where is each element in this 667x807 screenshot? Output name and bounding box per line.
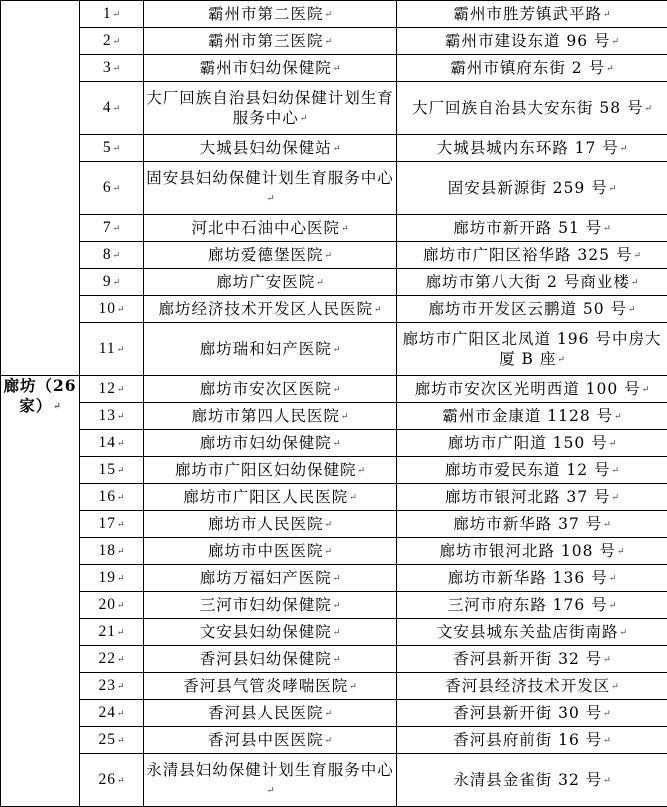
hospital-address: 霸州市胜芳镇武平路 [453, 5, 602, 23]
row-number: 12 [98, 380, 116, 397]
table-row [1, 376, 667, 403]
hospital-name: 大厂回族自治县妇幼保健计划生育服务中心 [146, 89, 394, 127]
row-number-cell [80, 754, 144, 807]
paragraph-mark: ↵ [557, 355, 565, 365]
paragraph-mark: ↵ [113, 143, 121, 153]
paragraph-mark: ↵ [612, 37, 620, 47]
paragraph-mark: ↵ [113, 223, 121, 233]
hospital-address-cell [397, 592, 667, 619]
hospital-name: 香河县气管炎哮喘医院 [183, 677, 348, 695]
paragraph-mark: ↵ [609, 574, 617, 584]
hospital-name: 廊坊市安次区医院 [200, 380, 332, 398]
row-number-cell [80, 215, 144, 242]
table-row [1, 754, 667, 807]
hospital-name-cell [144, 565, 397, 592]
paragraph-mark: ↵ [53, 402, 61, 412]
hospital-address: 廊坊市银河北路 108 号 [440, 542, 616, 560]
table-row [1, 242, 667, 269]
paragraph-mark: ↵ [374, 305, 382, 315]
hospital-name: 廊坊市人民医院 [208, 515, 324, 533]
paragraph-mark: ↵ [117, 384, 125, 394]
paragraph-mark: ↵ [117, 438, 125, 448]
hospital-name: 廊坊万福妇产医院 [200, 569, 332, 587]
paragraph-mark: ↵ [117, 654, 125, 664]
row-number-cell [80, 82, 144, 135]
paragraph-mark: ↵ [642, 385, 650, 395]
row-number: 6 [103, 179, 112, 196]
paragraph-mark: ↵ [267, 786, 275, 796]
hospital-address-cell [397, 215, 667, 242]
hospital-name-cell [144, 700, 397, 727]
row-number-cell [80, 727, 144, 754]
hospital-address: 廊坊市新开路 51 号 [453, 219, 602, 237]
table-row [1, 55, 667, 82]
row-number: 16 [98, 488, 116, 505]
row-number-cell [80, 242, 144, 269]
hospital-name: 廊坊市广阳区人民医院 [183, 488, 348, 506]
row-number: 8 [103, 246, 112, 263]
hospital-address: 廊坊市安次区光明西道 100 号 [415, 380, 641, 398]
paragraph-mark: ↵ [117, 304, 125, 314]
hospital-name: 廊坊广安医院 [216, 273, 315, 291]
hospital-address-cell [397, 55, 667, 82]
paragraph-mark: ↵ [316, 278, 324, 288]
row-number: 11 [99, 340, 116, 357]
hospital-address: 廊坊市银河北路 37 号 [445, 488, 611, 506]
paragraph-mark: ↵ [113, 9, 121, 19]
hospital-name-cell [144, 242, 397, 269]
paragraph-mark: ↵ [113, 250, 121, 260]
hospital-address-cell [397, 673, 667, 700]
table-row [1, 673, 667, 700]
table-row [1, 619, 667, 646]
paragraph-mark: ↵ [333, 439, 341, 449]
hospital-name: 香河县人民医院 [208, 704, 324, 722]
hospital-name: 廊坊市第四人民医院 [191, 407, 340, 425]
hospital-name-cell [144, 619, 397, 646]
paragraph-mark: ↵ [117, 465, 125, 475]
row-number: 24 [98, 704, 116, 721]
table-row [1, 538, 667, 565]
hospital-address-cell [397, 162, 667, 215]
paragraph-mark: ↵ [619, 628, 627, 638]
paragraph-mark: ↵ [611, 682, 619, 692]
row-number-cell [80, 296, 144, 323]
paragraph-mark: ↵ [612, 466, 620, 476]
hospital-address-cell [397, 242, 667, 269]
hospital-address-cell [397, 82, 667, 135]
paragraph-mark: ↵ [606, 64, 614, 74]
row-number: 13 [98, 407, 116, 424]
hospital-address: 廊坊市广阳道 150 号 [448, 434, 608, 452]
row-number: 4 [103, 99, 112, 116]
row-number-cell [80, 619, 144, 646]
hospital-name-cell [144, 484, 397, 511]
hospital-address: 廊坊市广阳区北凤道 196 号中房大厦 B 座 [403, 330, 662, 368]
table-row [1, 82, 667, 135]
hospital-name-cell [144, 296, 397, 323]
row-number: 25 [98, 731, 116, 748]
hospital-name: 廊坊市广阳区妇幼保健院 [175, 461, 357, 479]
row-number-cell [80, 484, 144, 511]
row-number-cell [80, 269, 144, 296]
hospital-name: 永清县妇幼保健计划生育服务中心 [146, 761, 394, 779]
paragraph-mark: ↵ [333, 574, 341, 584]
hospital-address: 霸州市金康道 1128 号 [442, 407, 613, 425]
hospital-name-cell [144, 323, 397, 376]
hospital-address-cell [397, 754, 667, 807]
paragraph-mark: ↵ [113, 277, 121, 287]
row-number-cell [80, 323, 144, 376]
paragraph-mark: ↵ [609, 184, 617, 194]
row-number-cell [80, 28, 144, 55]
hospital-address-cell [397, 457, 667, 484]
hospital-name-cell [144, 376, 397, 403]
paragraph-mark: ↵ [117, 627, 125, 637]
hospital-address-cell [397, 511, 667, 538]
paragraph-mark: ↵ [603, 224, 611, 234]
hospital-name: 廊坊瑞和妇产医院 [200, 340, 332, 358]
row-number-cell [80, 511, 144, 538]
paragraph-mark: ↵ [603, 776, 611, 786]
paragraph-mark: ↵ [117, 681, 125, 691]
hospital-name: 三河市妇幼保健院 [200, 596, 332, 614]
paragraph-mark: ↵ [117, 600, 125, 610]
paragraph-mark: ↵ [267, 194, 275, 204]
paragraph-mark: ↵ [612, 493, 620, 503]
paragraph-mark: ↵ [603, 520, 611, 530]
hospital-name-cell [144, 727, 397, 754]
row-number: 1 [103, 5, 112, 22]
hospital-name: 固安县妇幼保健计划生育服务中心 [146, 169, 394, 187]
hospital-name-cell [144, 538, 397, 565]
row-number: 19 [98, 569, 116, 586]
paragraph-mark: ↵ [333, 345, 341, 355]
row-number-cell [80, 55, 144, 82]
table-row [1, 323, 667, 376]
hospital-name-cell [144, 430, 397, 457]
region-cell [1, 376, 80, 807]
table-row [1, 162, 667, 215]
paragraph-mark: ↵ [113, 63, 121, 73]
hospital-address: 文安县城东关盐店街南路 [437, 623, 619, 641]
row-number: 2 [103, 32, 112, 49]
hospital-address-cell [397, 727, 667, 754]
hospital-address: 香河县新开街 32 号 [453, 650, 602, 668]
row-number-cell [80, 700, 144, 727]
paragraph-mark: ↵ [349, 493, 357, 503]
paragraph-mark: ↵ [603, 736, 611, 746]
hospital-address: 三河市府东路 176 号 [448, 596, 608, 614]
hospital-address: 廊坊市开发区云鹏道 50 号 [428, 300, 627, 318]
region-label: 廊坊（26家） [3, 376, 76, 415]
hospital-table-body [1, 1, 667, 807]
paragraph-mark: ↵ [324, 10, 332, 20]
hospital-address-cell [397, 1, 667, 28]
paragraph-mark: ↵ [357, 466, 365, 476]
hospital-address-cell [397, 430, 667, 457]
row-number: 7 [103, 219, 112, 236]
hospital-address-cell [397, 296, 667, 323]
hospital-name-cell [144, 673, 397, 700]
paragraph-mark: ↵ [113, 103, 121, 113]
row-number-cell [80, 430, 144, 457]
paragraph-mark: ↵ [324, 37, 332, 47]
paragraph-mark: ↵ [603, 10, 611, 20]
hospital-name-cell [144, 55, 397, 82]
table-row [1, 646, 667, 673]
table-row [1, 296, 667, 323]
paragraph-mark: ↵ [614, 412, 622, 422]
hospital-name-cell [144, 592, 397, 619]
hospital-name: 大城县妇幼保健站 [200, 139, 332, 157]
paragraph-mark: ↵ [603, 655, 611, 665]
table-row [1, 135, 667, 162]
hospital-name-cell [144, 28, 397, 55]
paragraph-mark: ↵ [113, 183, 121, 193]
table-row [1, 1, 667, 28]
row-number-cell [80, 376, 144, 403]
row-number-cell [80, 646, 144, 673]
table-row [1, 28, 667, 55]
paragraph-mark: ↵ [349, 682, 357, 692]
hospital-address: 大城县城内东环路 17 号 [437, 139, 619, 157]
hospital-name: 廊坊市妇幼保健院 [200, 434, 332, 452]
hospital-address-cell [397, 323, 667, 376]
hospital-address: 香河县经济技术开发区 [445, 677, 610, 695]
row-number: 15 [98, 461, 116, 478]
hospital-name: 河北中石油中心医院 [191, 219, 340, 237]
paragraph-mark: ↵ [631, 278, 639, 288]
hospital-name: 廊坊经济技术开发区人民医院 [158, 300, 373, 318]
hospital-address: 香河县新开街 30 号 [453, 704, 602, 722]
hospital-name: 香河县妇幼保健院 [200, 650, 332, 668]
hospital-address: 霸州市镇府东街 2 号 [450, 59, 605, 77]
hospital-name: 廊坊爱德堡医院 [208, 246, 324, 264]
row-number-cell [80, 592, 144, 619]
row-number: 17 [98, 515, 116, 532]
paragraph-mark: ↵ [341, 224, 349, 234]
hospital-address-cell [397, 403, 667, 430]
paragraph-mark: ↵ [117, 411, 125, 421]
paragraph-mark: ↵ [333, 64, 341, 74]
row-number-cell [80, 565, 144, 592]
paragraph-mark: ↵ [324, 520, 332, 530]
row-number-cell [80, 162, 144, 215]
hospital-name-cell [144, 403, 397, 430]
hospital-name: 香河县中医医院 [208, 731, 324, 749]
hospital-address-cell [397, 700, 667, 727]
paragraph-mark: ↵ [117, 546, 125, 556]
paragraph-mark: ↵ [117, 573, 125, 583]
hospital-address-cell [397, 135, 667, 162]
row-number-cell [80, 538, 144, 565]
paragraph-mark: ↵ [333, 144, 341, 154]
table-row [1, 727, 667, 754]
paragraph-mark: ↵ [117, 344, 125, 354]
hospital-name-cell [144, 82, 397, 135]
hospital-name-cell [144, 646, 397, 673]
paragraph-mark: ↵ [633, 251, 641, 261]
hospital-address-cell [397, 28, 667, 55]
hospital-address: 永清县金雀街 32 号 [453, 771, 602, 789]
row-number: 10 [98, 300, 116, 317]
hospital-address-cell [397, 565, 667, 592]
row-number: 9 [103, 273, 112, 290]
row-number: 5 [103, 139, 112, 156]
paragraph-mark: ↵ [117, 775, 125, 785]
paragraph-mark: ↵ [609, 439, 617, 449]
paragraph-mark: ↵ [628, 305, 636, 315]
paragraph-mark: ↵ [324, 736, 332, 746]
hospital-address: 廊坊市新华路 37 号 [453, 515, 602, 533]
region-cell-top-blank [1, 1, 80, 376]
paragraph-mark: ↵ [333, 655, 341, 665]
row-number: 18 [98, 542, 116, 559]
row-number-cell [80, 1, 144, 28]
hospital-address-cell [397, 646, 667, 673]
hospital-address-cell [397, 376, 667, 403]
table-row [1, 592, 667, 619]
hospital-address: 霸州市建设东道 96 号 [445, 32, 611, 50]
hospital-name: 文安县妇幼保健院 [200, 623, 332, 641]
hospital-address: 廊坊市新华路 136 号 [448, 569, 608, 587]
hospital-name-cell [144, 135, 397, 162]
table-row [1, 403, 667, 430]
table-row [1, 565, 667, 592]
row-number-cell [80, 673, 144, 700]
table-row [1, 700, 667, 727]
hospital-name-cell [144, 215, 397, 242]
hospital-address: 廊坊市爱民东道 12 号 [445, 461, 611, 479]
hospital-address-cell [397, 619, 667, 646]
paragraph-mark: ↵ [117, 519, 125, 529]
paragraph-mark: ↵ [341, 412, 349, 422]
paragraph-mark: ↵ [117, 708, 125, 718]
row-number-cell [80, 457, 144, 484]
paragraph-mark: ↵ [617, 547, 625, 557]
hospital-name-cell [144, 511, 397, 538]
hospital-address: 廊坊市广阳区裕华路 325 号 [423, 246, 632, 264]
paragraph-mark: ↵ [324, 547, 332, 557]
paragraph-mark: ↵ [113, 36, 121, 46]
hospital-address: 大厂回族自治县大安东街 58 号 [412, 99, 644, 117]
paragraph-mark: ↵ [609, 601, 617, 611]
hospital-address-cell [397, 538, 667, 565]
hospital-address: 香河县府前街 16 号 [453, 731, 602, 749]
table-row [1, 511, 667, 538]
paragraph-mark: ↵ [117, 492, 125, 502]
paragraph-mark: ↵ [620, 144, 628, 154]
paragraph-mark: ↵ [117, 735, 125, 745]
hospital-name-cell [144, 457, 397, 484]
hospital-address: 固安县新源街 259 号 [448, 179, 608, 197]
row-number: 22 [98, 650, 116, 667]
hospital-address-cell [397, 484, 667, 511]
row-number: 26 [98, 771, 116, 788]
row-number-cell [80, 403, 144, 430]
paragraph-mark: ↵ [645, 104, 653, 114]
table-row [1, 215, 667, 242]
paragraph-mark: ↵ [333, 385, 341, 395]
table-row [1, 484, 667, 511]
hospital-name: 霸州市第三医院 [208, 32, 324, 50]
hospital-name: 霸州市妇幼保健院 [200, 59, 332, 77]
row-number: 3 [103, 59, 112, 76]
row-number: 20 [98, 596, 116, 613]
paragraph-mark: ↵ [324, 709, 332, 719]
hospital-name-cell [144, 269, 397, 296]
row-number: 14 [98, 434, 116, 451]
hospital-name: 霸州市第二医院 [208, 5, 324, 23]
hospital-address: 廊坊市第八大街 2 号商业楼 [426, 273, 630, 291]
paragraph-mark: ↵ [603, 709, 611, 719]
paragraph-mark: ↵ [324, 251, 332, 261]
hospital-name-cell [144, 1, 397, 28]
row-number: 23 [98, 677, 116, 694]
table-row [1, 457, 667, 484]
table-row [1, 269, 667, 296]
row-number-cell [80, 135, 144, 162]
table-row [1, 430, 667, 457]
hospital-name-cell [144, 754, 397, 807]
hospital-address-cell [397, 269, 667, 296]
paragraph-mark: ↵ [300, 114, 308, 124]
row-number: 21 [98, 623, 116, 640]
hospital-name-cell [144, 162, 397, 215]
paragraph-mark: ↵ [333, 628, 341, 638]
paragraph-mark: ↵ [333, 601, 341, 611]
hospital-name: 廊坊市中医医院 [208, 542, 324, 560]
